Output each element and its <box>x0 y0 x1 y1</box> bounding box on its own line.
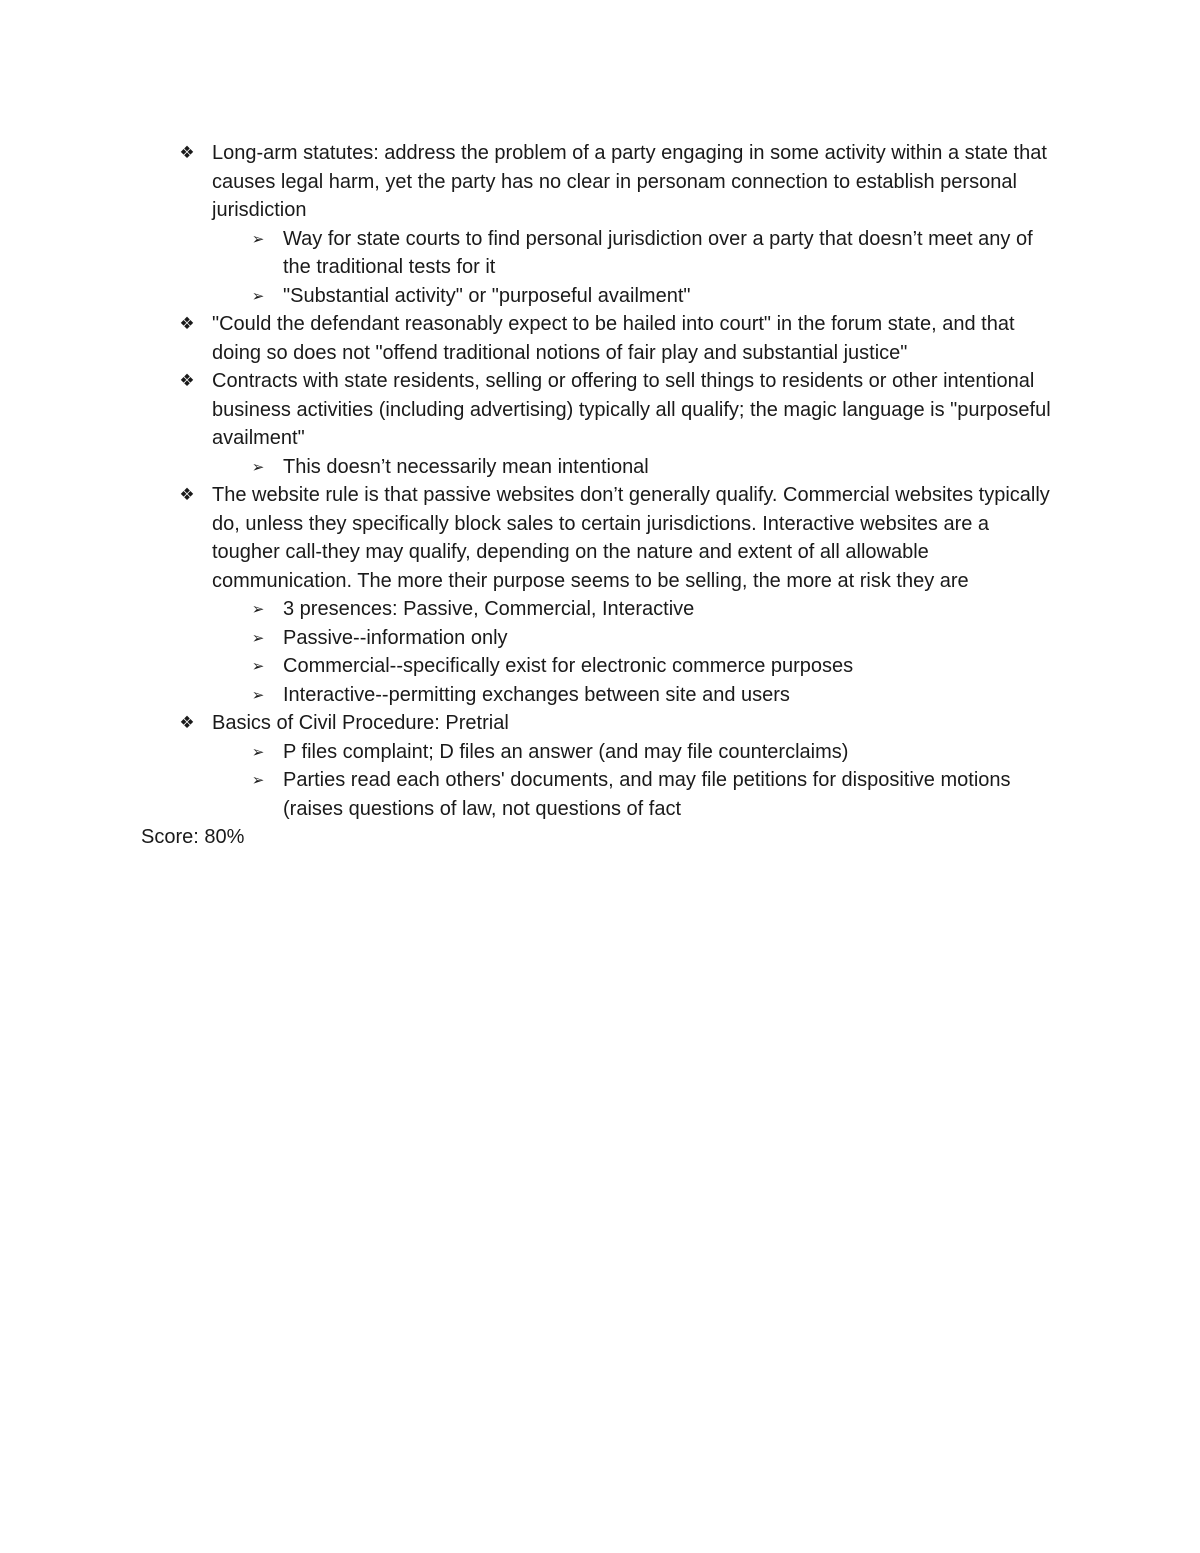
list-item-text: Basics of Civil Procedure: Pretrial <box>212 712 509 734</box>
diamond-bullet-icon: ❖ <box>179 371 195 391</box>
list-item <box>141 481 1061 709</box>
sub-list-item <box>212 766 1061 823</box>
list-item <box>141 709 1061 823</box>
sub-list-item-text: Commercial--specifically exist for electronic commerce purposes <box>283 655 854 677</box>
arrow-bullet-icon: ➢ <box>251 600 265 618</box>
sub-list-item <box>212 624 1061 653</box>
list-item-text: Long-arm statutes: address the problem of a party engaging in some activity within a state that causes legal harm, yet the party has no clear in personam connection to establish personal jurisdiction <box>212 142 1047 221</box>
sub-list-item <box>212 652 1061 681</box>
arrow-bullet-icon: ➢ <box>251 457 265 476</box>
sub-list <box>212 453 1061 482</box>
list-item-text: Contracts with state residents, selling or offering to sell things to residents or other intentional business activities (including advertising) typically all qualify; the magic language is "purposeful availment" <box>212 370 1051 449</box>
bullet-list <box>141 139 1061 823</box>
list-item-text: "Could the defendant reasonably expect to be hailed into court" in the forum state, and that doing so does not "offend traditional notions of fair play and substantial justice" <box>212 313 1015 364</box>
sub-list-item-text: Way for state courts to find personal jurisdiction over a party that doesn’t meet any of the traditional tests for it <box>283 227 1033 278</box>
sub-list-item <box>212 282 1061 311</box>
sub-list <box>212 738 1061 824</box>
score-text: Score: 80% <box>141 826 245 848</box>
list-item <box>141 367 1061 481</box>
arrow-bullet-icon: ➢ <box>251 229 265 248</box>
document-content <box>141 139 1061 852</box>
sub-list-item-text: Passive--information only <box>283 626 508 649</box>
sub-list-item-text: Interactive--permitting exchanges between site and users <box>283 683 790 706</box>
diamond-bullet-icon: ❖ <box>179 713 195 733</box>
list-item <box>141 139 1061 310</box>
diamond-bullet-icon: ❖ <box>179 485 195 505</box>
arrow-bullet-icon: ➢ <box>251 685 265 704</box>
diamond-bullet-icon: ❖ <box>179 314 195 334</box>
sub-list-item-text: "Substantial activity" or "purposeful availment" <box>283 284 691 307</box>
sub-list-item-text: P files complaint; D files an answer (and may file counterclaims) <box>283 740 849 763</box>
arrow-bullet-icon: ➢ <box>251 742 265 761</box>
sub-list-item-text: This doesn’t necessarily mean intentional <box>283 455 649 478</box>
sub-list-item-text: Parties read each others' documents, and may file petitions for dispositive motions (raises questions of law, not questions of fact <box>283 769 1011 820</box>
sub-list-item-text: 3 presences: Passive, Commercial, Interactive <box>283 598 695 620</box>
sub-list-item <box>212 738 1061 767</box>
list-item-text: The website rule is that passive websites don’t generally qualify. Commercial websites typically do, unless they specifically block sales to certain jurisdictions. Interactive websites are a tougher call-they may qualify, depending on the nature and extent of all allowable communication. The more their purpose seems to be selling, the more at risk they are <box>212 484 1050 592</box>
sub-list <box>212 595 1061 709</box>
list-item <box>141 310 1061 367</box>
sub-list <box>212 225 1061 311</box>
arrow-bullet-icon: ➢ <box>251 657 265 675</box>
sub-list-item <box>212 681 1061 710</box>
arrow-bullet-icon: ➢ <box>251 286 265 305</box>
sub-list-item <box>212 225 1061 282</box>
sub-list-item <box>212 595 1061 624</box>
diamond-bullet-icon: ❖ <box>179 143 195 163</box>
arrow-bullet-icon: ➢ <box>251 771 265 789</box>
sub-list-item <box>212 453 1061 482</box>
arrow-bullet-icon: ➢ <box>251 628 265 647</box>
